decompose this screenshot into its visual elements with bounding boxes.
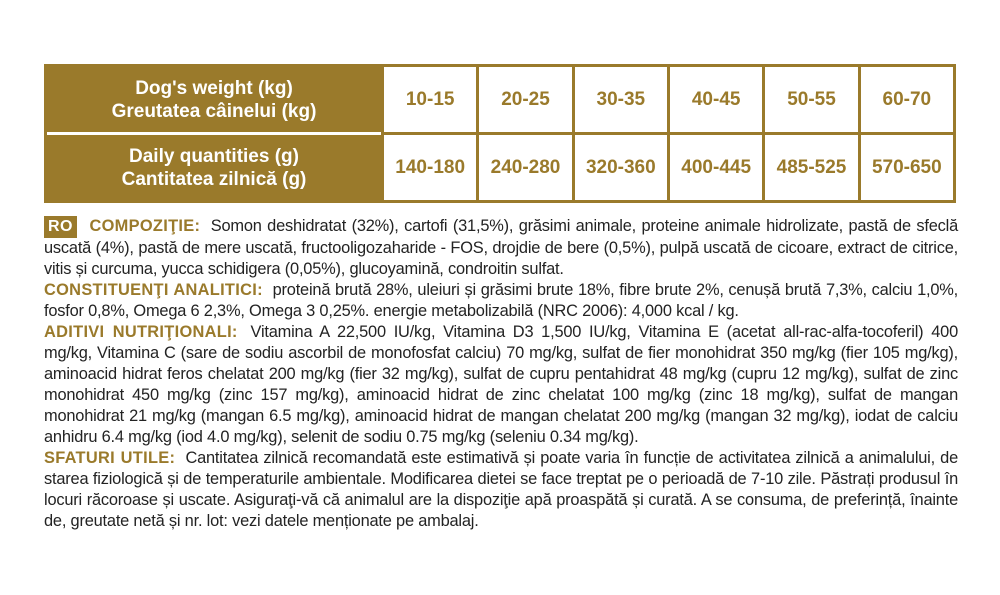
weight-range-cell: 10-15 (381, 67, 476, 135)
weight-range-cell: 20-25 (476, 67, 571, 135)
weight-range-cell: 60-70 (858, 67, 953, 135)
section-composition (44, 216, 958, 280)
language-badge: RO (44, 216, 77, 238)
weight-range-cell: 30-35 (572, 67, 667, 135)
weight-label-en: Dog's weight (kg) (135, 77, 293, 99)
weight-range-cell: 50-55 (762, 67, 857, 135)
section-useful-advice (44, 448, 958, 532)
composition-title: COMPOZIŢIE: (89, 217, 201, 235)
analytical-title: CONSTITUENŢI ANALITICI: (44, 281, 263, 299)
feeding-table (44, 64, 956, 203)
analytical-body: proteină brută 28%, uleiuri și grăsimi brute 18%, fibre brute 2%, cenușă brută 7,3%, calciu 1,0%, fosfor 0,8%, Omega 6 2,3%, Omega 3 0,25%. energie metabolizabilă (NRC 2006): 4,000 kcal / kg. (44, 281, 958, 320)
section-analytical-constituents (44, 280, 958, 322)
quantity-label-ro: Cantitatea zilnică (g) (121, 168, 307, 190)
quantity-range-cell: 240-280 (476, 135, 571, 200)
section-nutritional-additives (44, 322, 958, 448)
additives-body: Vitamina A 22,500 IU/kg, Vitamina D3 1,500 IU/kg, Vitamina E (acetat all-rac-alfa-tocoferil) 400 mg/kg, Vitamina C (sare de sodiu ascorbil de monofosfat calciu) 70 mg/kg, sulfat de fier monohidrat 350 mg/kg (fier 105 mg/kg), aminoacid hidrat feros chelatat 200 mg/kg (fier 32 mg/kg), sulfat de cupru pentahidrat 48 mg/kg (cupru 12 mg/kg), sulfat de zinc monohidrat 450 mg/kg (zinc 157 mg/kg), aminoacid hidrat de zinc chelatat 100 mg/kg (zinc 18 mg/kg), sulfat de mangan monohidrat 21 mg/kg (mangan 6.5 mg/kg), aminoacid hidrat de mangan chelatat 200 mg/kg (mangan 32 mg/kg), iodat de calciu anhidru 6.4 mg/kg (iod 4.0 mg/kg), selenit de sodiu 0.75 mg/kg (seleniu 0.34 mg/kg). (44, 323, 958, 446)
composition-body: Somon deshidratat (32%), cartofi (31,5%), grăsimi animale, proteine animale hidrolizate, pastă de sfeclă uscată (4%), pastă de mere uscată, fructooligozaharide - FOS, drojdie de bere (0,5%), pulpă uscată de cicoare, extract de citrice, vitis și curcuma, yucca schidigera (0,05%), glucoyamină, condroitin sulfat. (44, 217, 958, 278)
quantity-range-cell: 570-650 (858, 135, 953, 200)
quantity-range-cell: 400-445 (667, 135, 762, 200)
quantity-header-cell (47, 135, 381, 200)
weight-header-cell (47, 67, 381, 135)
weight-label-ro: Greutatea câinelui (kg) (111, 100, 317, 122)
label-text-block (44, 216, 958, 532)
advice-body: Cantitatea zilnică recomandată este estimativă și poate varia în funcție de activitatea zilnică a animalului, de starea fiziologică și de temperaturile ambientale. Modificarea dietei se face treptat pe o perioadă de 7-10 zile. Păstrați produsul în locuri răcoroase și uscate. Asiguraţi-vă că animalul are la dispoziţie apă proaspătă și curată. A se consuma, de preferință, înainte de, greutate netă și nr. lot: vezi datele menționate pe ambalaj. (44, 449, 958, 530)
quantity-range-cell: 485-525 (762, 135, 857, 200)
weight-range-cell: 40-45 (667, 67, 762, 135)
additives-title: ADITIVI NUTRIŢIONALI: (44, 323, 238, 341)
advice-title: SFATURI UTILE: (44, 449, 176, 467)
quantity-range-cell: 320-360 (572, 135, 667, 200)
quantity-label-en: Daily quantities (g) (129, 145, 299, 167)
quantity-range-cell: 140-180 (381, 135, 476, 200)
